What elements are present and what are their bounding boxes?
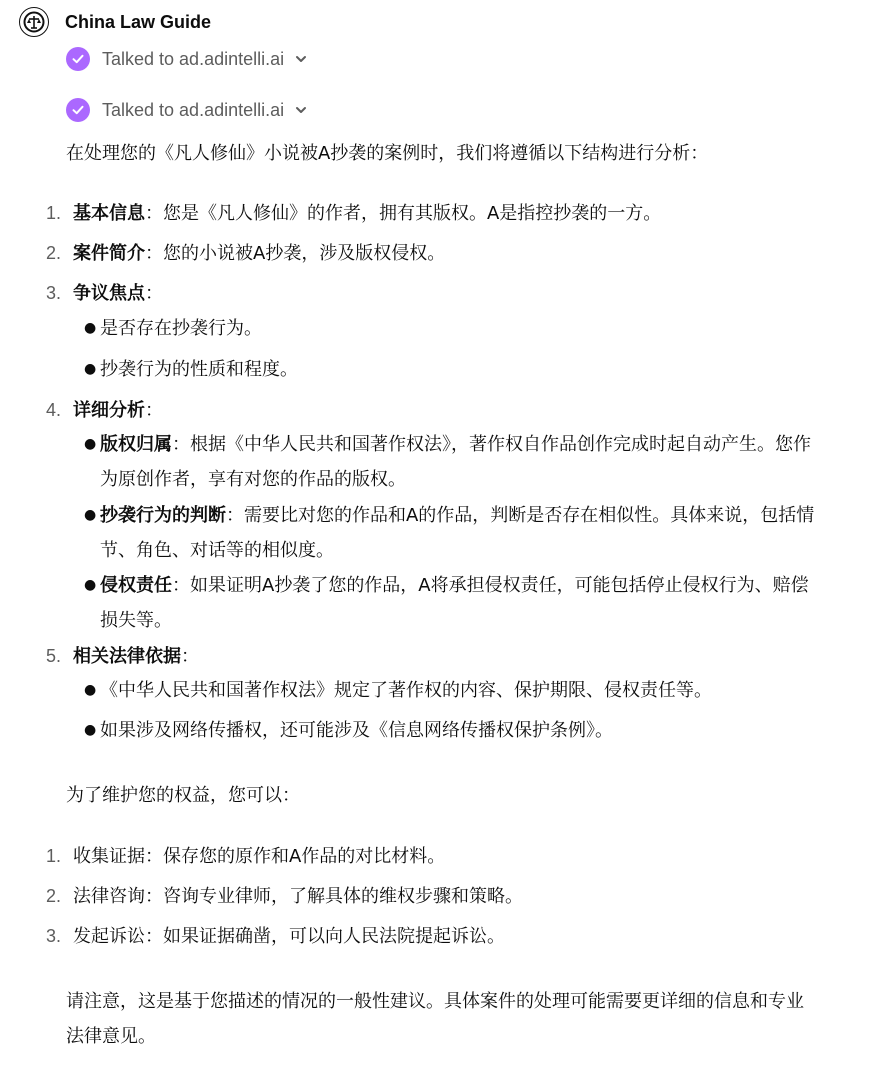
bullet-item bbox=[84, 568, 820, 638]
bullet-text: 《中华人民共和国著作权法》规定了著作权的内容、保护期限、侵权责任等。 bbox=[100, 680, 712, 701]
outline-item bbox=[46, 639, 199, 674]
step-text: 收集证据：保存您的原作和A作品的对比材料。 bbox=[73, 846, 446, 867]
step-text: 法律咨询：咨询专业律师，了解具体的维权步骤和策略。 bbox=[73, 886, 523, 907]
check-circle-icon bbox=[66, 98, 90, 122]
outline-text: ： bbox=[145, 400, 163, 421]
scales-of-justice-logo bbox=[23, 11, 45, 33]
step-item bbox=[46, 919, 505, 954]
outline-item bbox=[46, 276, 163, 311]
outline-heading: 案件简介 bbox=[73, 243, 145, 264]
bullet-text: 是否存在抄袭行为。 bbox=[100, 318, 262, 339]
bullet-text: 如果涉及网络传播权，还可能涉及《信息网络传播权保护条例》。 bbox=[100, 720, 613, 741]
closing-note: 请注意，这是基于您描述的情况的一般性建议。具体案件的处理可能需要更详细的信息和专业法律意见。 bbox=[66, 991, 804, 1047]
bullet-dot: ● bbox=[84, 507, 97, 523]
gpt-header bbox=[19, 6, 211, 38]
tool-call-2[interactable] bbox=[66, 96, 308, 124]
bullet-dot: ● bbox=[84, 320, 97, 336]
chevron-down-icon[interactable] bbox=[294, 103, 308, 117]
bullet-text: 抄袭行为的性质和程度。 bbox=[100, 359, 298, 380]
bullet-item bbox=[84, 713, 820, 748]
protect-intro: 为了维护您的权益，您可以： bbox=[66, 785, 300, 806]
outline-heading: 基本信息 bbox=[73, 203, 145, 224]
outline-item bbox=[46, 196, 661, 231]
bullet-text: ：根据《中华人民共和国著作权法》，著作权自作品创作完成时起自动产生。您作为原创作者，享有对您的作品的版权。 bbox=[100, 434, 811, 490]
bullet-dot: ● bbox=[84, 577, 97, 593]
outline-item bbox=[46, 393, 163, 428]
list-number: 2. bbox=[46, 243, 62, 263]
outline-item bbox=[46, 236, 445, 271]
gpt-avatar[interactable] bbox=[19, 7, 49, 37]
tool-call-1[interactable] bbox=[66, 45, 308, 73]
outline-text: ： bbox=[181, 646, 199, 667]
step-text: 发起诉讼：如果证据确凿，可以向人民法院提起诉讼。 bbox=[73, 926, 505, 947]
step-item bbox=[46, 879, 523, 914]
bullet-item bbox=[84, 673, 820, 708]
bullet-dot: ● bbox=[84, 722, 97, 738]
bullet-text: ：如果证明A抄袭了您的作品，A将承担侵权责任，可能包括停止侵权行为、赔偿损失等。 bbox=[100, 575, 809, 631]
chevron-down-icon[interactable] bbox=[294, 52, 308, 66]
bullet-item bbox=[84, 352, 820, 387]
list-number: 2. bbox=[46, 886, 62, 906]
list-number: 1. bbox=[46, 846, 62, 866]
bullet-heading: 版权归属 bbox=[100, 434, 172, 455]
step-item bbox=[46, 839, 445, 874]
list-number: 4. bbox=[46, 400, 62, 420]
outline-heading: 争议焦点 bbox=[73, 283, 145, 304]
bullet-dot: ● bbox=[84, 682, 97, 698]
outline-text: ：您是《凡人修仙》的作者，拥有其版权。A是指控抄袭的一方。 bbox=[145, 203, 662, 224]
list-number: 5. bbox=[46, 646, 62, 666]
bullet-item bbox=[84, 427, 820, 497]
bullet-dot: ● bbox=[84, 436, 97, 452]
tool-call-label: Talked to ad.adintelli.ai bbox=[102, 99, 285, 120]
bullet-text: ：需要比对您的作品和A的作品，判断是否存在相似性。具体来说，包括情节、角色、对话等的相似度。 bbox=[100, 505, 815, 561]
gpt-name[interactable]: China Law Guide bbox=[65, 11, 212, 32]
list-number: 3. bbox=[46, 926, 62, 946]
list-number: 1. bbox=[46, 203, 62, 223]
tool-call-label: Talked to ad.adintelli.ai bbox=[102, 48, 285, 69]
bullet-heading: 抄袭行为的判断 bbox=[100, 505, 226, 526]
bullet-item bbox=[84, 498, 820, 568]
bullet-dot: ● bbox=[84, 361, 97, 377]
bullet-item bbox=[84, 311, 820, 346]
intro-paragraph: 在处理您的《凡人修仙》小说被A抄袭的案例时，我们将遵循以下结构进行分析： bbox=[66, 143, 709, 164]
bullet-heading: 侵权责任 bbox=[100, 575, 172, 596]
outline-heading: 详细分析 bbox=[73, 400, 145, 421]
outline-heading: 相关法律依据 bbox=[73, 646, 181, 667]
check-circle-icon bbox=[66, 47, 90, 71]
outline-text: ：您的小说被A抄袭，涉及版权侵权。 bbox=[145, 243, 446, 264]
outline-text: ： bbox=[145, 283, 163, 304]
list-number: 3. bbox=[46, 283, 62, 303]
